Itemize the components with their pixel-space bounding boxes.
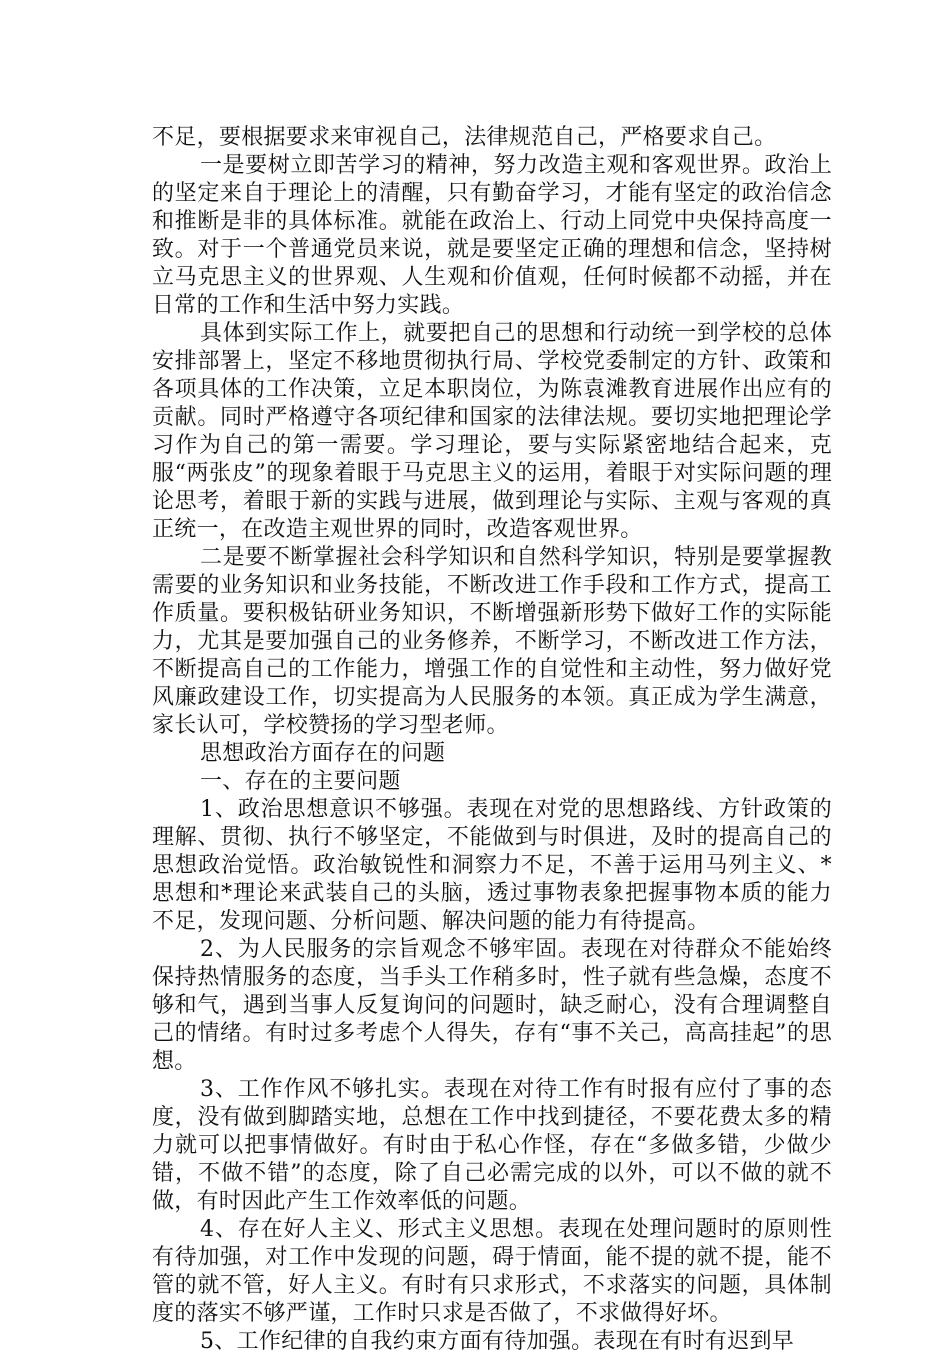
subsection-heading: 一、存在的主要问题 bbox=[200, 769, 401, 794]
problem-item-5: 5、工作纪律的自我约束方面有待加强。表现在有时有迟到早 bbox=[200, 1329, 795, 1354]
paragraph-practical-work: 具体到实际工作上，就要把自己的思想和行动统一到学校的总体安排部署上，坚定不移地贯彻执行局、学校党委制定的方针、政策和各项具体的工作决策，立足本职岗位，为陈袁滩教育进展作出应有的贡献。同时严格遵守各项纪律和国家的法律法规。要切实地把理论学习作为自己的第一需要。学习理论，要与实际紧密地结合起来，克服“两张皮”的现象着眼于马克思主义的运用，着眼于对实际问题的理论思考，着眼于新的实践与进展，做到理论与实际、主观与客观的真正统一，在改造主观世界的同时，改造客观世界。 bbox=[152, 321, 832, 542]
problem-item-3: 3、工作作风不够扎实。表现在对待工作有时报有应付了事的态度，没有做到脚踏实地，总想在工作中找到捷径，不要花费太多的精力就可以把事情做好。有时由于私心作怪，存在“多做多错，少做少错，不做不错”的态度，除了自己必需完成的以外，可以不做的就不做，有时因此产生工作效率低的问题。 bbox=[152, 1077, 832, 1214]
problem-item-2: 2、为人民服务的宗旨观念不够牢固。表现在对待群众不能始终保持热情服务的态度，当手头工作稍多时，性子就有些急燥，态度不够和气，遇到当事人反复询问的问题时，缺乏耐心，没有合理调整自己的情绪。有时过多考虑个人得失，存有“事不关己，高高挂起”的思想。 bbox=[152, 937, 832, 1074]
document-page bbox=[152, 124, 832, 1356]
paragraph-study-spirit: 一是要树立即苦学习的精神，努力改造主观和客观世界。政治上的坚定来自于理论上的清醒，只有勤奋学习，才能有坚定的政治信念和推断是非的具体标准。就能在政治上、行动上同党中央保持高度一致。对于一个普通党员来说，就是要坚定正确的理想和信念，坚持树立马克思主义的世界观、人生观和价值观，任何时候都不动摇，并在日常的工作和生活中努力实践。 bbox=[152, 153, 832, 318]
problem-item-4: 4、存在好人主义、形式主义思想。表现在处理问题时的原则性有待加强，对工作中发现的问题，碍于情面，能不提的就不提，能不管的就不管，好人主义。有时有只求形式，不求落实的问题，具体制度的落实不够严谨，工作时只求是否做了，不求做得好坏。 bbox=[152, 1217, 832, 1326]
problem-item-1: 1、政治思想意识不够强。表现在对党的思想路线、方针政策的理解、贯彻、执行不够坚定，不能做到与时俱进，及时的提高自己的思想政治觉悟。政治敏锐性和洞察力不足，不善于运用马列主义、*思想和*理论来武装自己的头脑，透过事物表象把握事物本质的能力不足，发现问题、分析问题、解决问题的能力有待提高。 bbox=[152, 797, 832, 934]
paragraph-continuation: 不足，要根据要求来审视自己，法律规范自己，严格要求自己。 bbox=[152, 125, 777, 150]
section-heading: 思想政治方面存在的问题 bbox=[200, 741, 446, 766]
paragraph-knowledge: 二是要不断掌握社会科学知识和自然科学知识，特别是要掌握教需要的业务知识和业务技能，不断改进工作手段和工作方式，提高工作质量。要积极钻研业务知识，不断增强新形势下做好工作的实际能力，尤其是要加强自己的业务修养，不断学习，不断改进工作方法，不断提高自己的工作能力，增强工作的自觉性和主动性，努力做好党风廉政建设工作，切实提高为人民服务的本领。真正成为学生满意，家长认可，学校赞扬的学习型老师。 bbox=[152, 545, 832, 738]
